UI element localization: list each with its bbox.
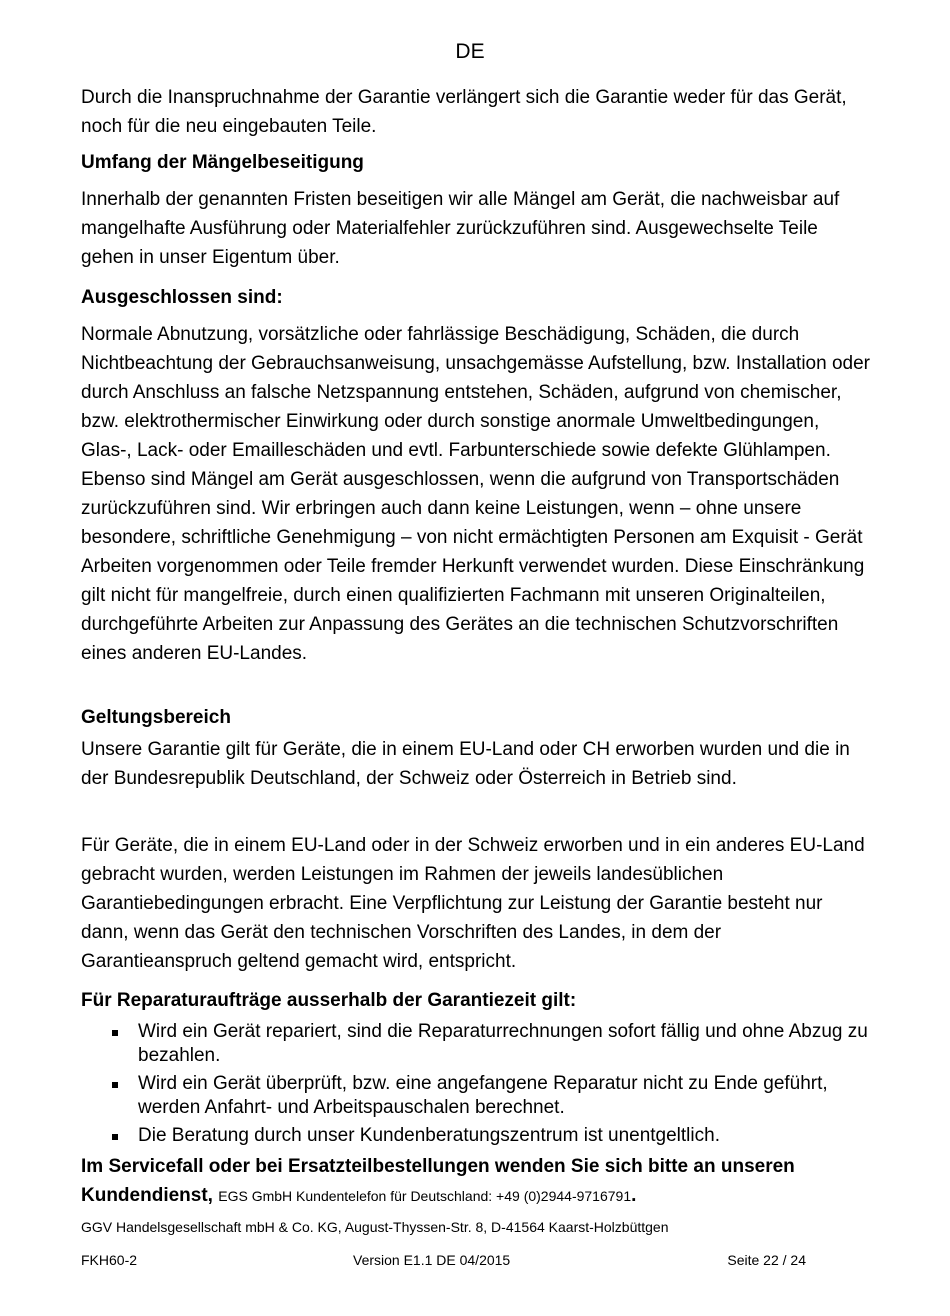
list-item-text: Die Beratung durch unser Kundenberatungszentrum ist unentgeltlich. [138,1125,720,1146]
service-contact-end: . [631,1185,637,1206]
bullet-square-icon [112,1030,118,1036]
intro-paragraph: Durch die Inanspruchnahme der Garantie verlängert sich die Garantie weder für das Gerät, noch für die neu eingebauten Teile. [81,87,847,137]
list-item [81,1124,871,1148]
scope-paragraph: Innerhalb der genannten Fristen beseitigen wir alle Mängel am Gerät, die nachweisbar auf mangelhafte Ausführung oder Materialfehler zurückzuführen sind. Ausgewechselte Teile gehen in unser Eigentum über. [81,189,840,268]
service-contact-text: Im Servicefall oder bei Ersatzteilbestellungen wenden Sie sich bitte an unseren Kundendienst, [81,1156,795,1206]
heading-scope: Umfang der Mängelbeseitigung [81,152,364,173]
eu-paragraph: Für Geräte, die in einem EU-Land oder in der Schweiz erworben und in ein anderes EU-Land gebracht wurden, werden Leistungen im Rahmen der jeweils landesüblichen Garantiebedingungen erbracht. Eine Verpflichtung zur Leistung der Garantie besteht nur dann, wenn das Gerät den technischen Vorschriften des Landes, in dem der Garantieanspruch geltend gemacht wird, entspricht. [81,835,865,972]
list-item-text: Wird ein Gerät überprüft, bzw. eine angefangene Reparatur nicht zu Ende geführt, werden Anfahrt- und Arbeitspauschalen berechnet. [138,1073,828,1118]
service-contact [81,1152,881,1211]
heading-repairs: Für Reparaturaufträge ausserhalb der Garantiezeit gilt: [81,990,577,1011]
footer-version: Version E1.1 DE 04/2015 [353,1252,511,1268]
heading-excluded: Ausgeschlossen sind: [81,287,283,308]
heading-validity: Geltungsbereich [81,707,231,728]
list-item [81,1020,871,1068]
validity-paragraph: Unsere Garantie gilt für Geräte, die in einem EU-Land oder CH erworben wurden und die in der Bundesrepublik Deutschland, der Schweiz oder Österreich in Betrieb sind. [81,739,850,789]
footer-address: GGV Handelsgesellschaft mbH & Co. KG, August-Thyssen-Str. 8, D-41564 Kaarst-Holzbüttgen [81,1219,669,1235]
bullet-square-icon [112,1082,118,1088]
footer-page-number: Seite 22 / 24 [727,1252,806,1268]
excluded-paragraph: Normale Abnutzung, vorsätzliche oder fahrlässige Beschädigung, Schäden, die durch Nichtbeachtung der Gebrauchsanweisung, unsachgemässe Aufstellung, bzw. Installation oder durch Anschluss an falsche Netzspannung entstehen, Schäden, aufgrund von chemischer, bzw. elektrothermischer Einwirkung oder durch sonstige anormale Umweltbedingungen, Glas-, Lack- oder Emailleschäden und evtl. Farbunterschiede sowie defekte Glühlampen. Ebenso sind Mängel am Gerät ausgeschlossen, wenn die aufgrund von Transportschäden zurückzuführen sind. Wir erbringen auch dann keine Leistungen, wenn – ohne unsere besondere, schriftliche Genehmigung – von nicht ermächtigten Personen am Exquisit - Gerät Arbeiten vorgenommen oder Teile fremder Herkunft verwendet wurden. Diese Einschränkung gilt nicht für mangelfreie, durch einen qualifizierten Fachmann mit unseren Originalteilen, durchgeführte Arbeiten zur Anpassung des Gerätes an die technischen Schutzvorschriften eines anderen EU-Landes. [81,324,870,664]
service-phone: EGS GmbH Kundentelefon für Deutschland: +49 (0)2944-9716791 [218,1188,632,1204]
repair-bullet-list [81,1020,871,1152]
footer-model: FKH60-2 [81,1252,138,1268]
list-item-text: Wird ein Gerät repariert, sind die Reparaturrechnungen sofort fällig und ohne Abzug zu bezahlen. [138,1021,868,1066]
language-header: DE [455,40,485,63]
bullet-square-icon [112,1134,118,1140]
list-item [81,1072,871,1120]
